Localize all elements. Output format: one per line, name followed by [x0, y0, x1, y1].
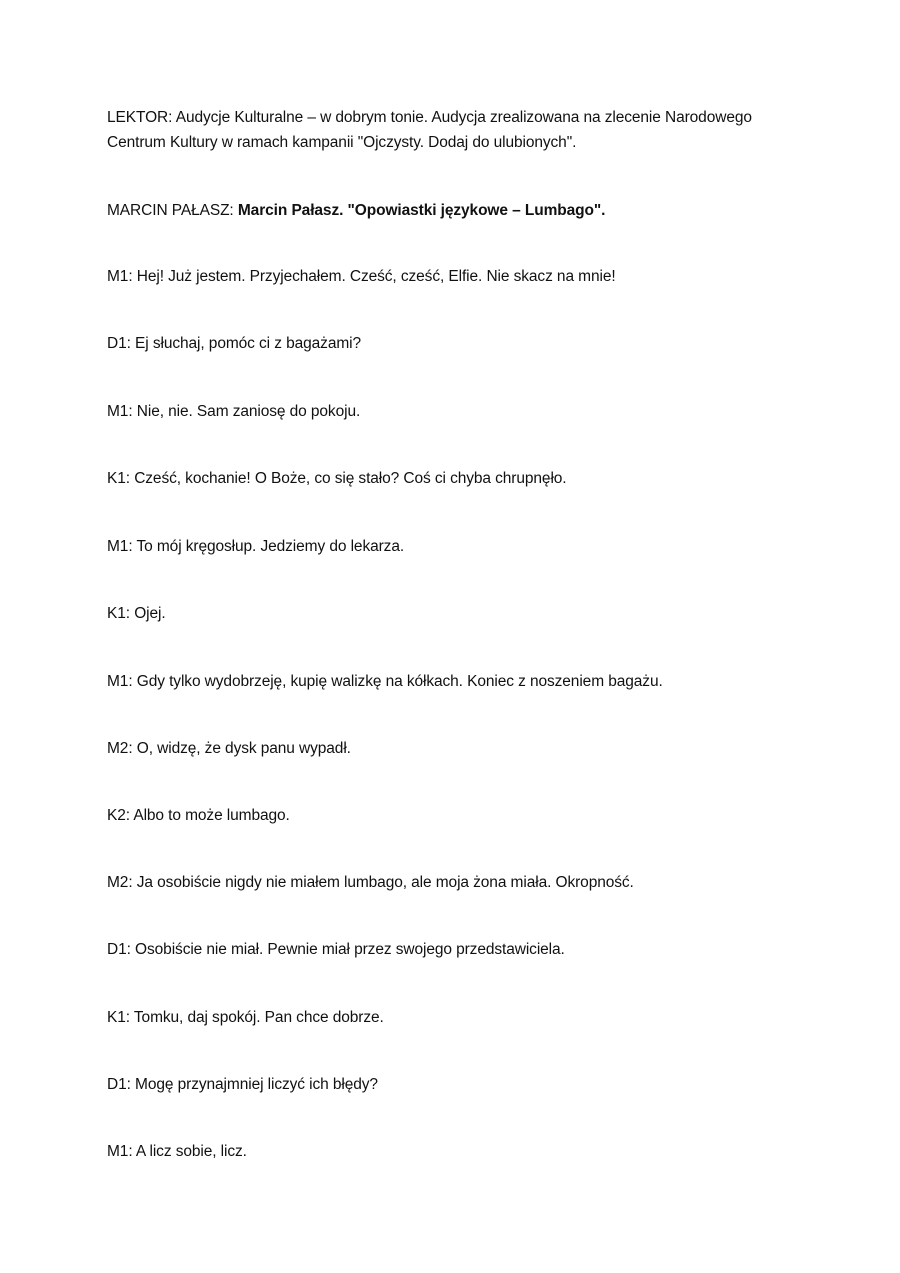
dialogue-text: Ja osobiście nigdy nie miałem lumbago, ale moja żona miała. Okropność. [136, 874, 634, 891]
speaker-label: M2: [107, 874, 133, 891]
dialogue-text: A licz sobie, licz. [135, 1143, 247, 1160]
dialogue-text: Nie, nie. Sam zaniosę do pokoju. [136, 403, 361, 420]
dialogue-line [107, 399, 807, 424]
speaker-label: M1: [107, 403, 133, 420]
dialogue-text: Hej! Już jestem. Przyjechałem. Cześć, cześć, Elfie. Nie skacz na mnie! [136, 268, 616, 285]
dialogue-line [107, 1072, 807, 1097]
title-paragraph [107, 198, 807, 223]
dialogue-line [107, 870, 807, 895]
dialogue-text: Ej słuchaj, pomóc ci z bagażami? [135, 335, 362, 352]
dialogue-line [107, 669, 807, 694]
dialogue-text: Audycje Kulturalne – w dobrym tonie. Audycja zrealizowana na zlecenie Narodowego Centrum Kultury w ramach kampanii "Ojczysty. Dodaj do ulubionych". [107, 109, 752, 151]
dialogue-line [107, 1005, 807, 1030]
speaker-label: K1: [107, 605, 130, 622]
dialogue-line [107, 331, 807, 356]
dialogue-text: Cześć, kochanie! O Boże, co się stało? Coś ci chyba chrupnęło. [134, 470, 567, 487]
speaker-label: D1: [107, 1076, 131, 1093]
dialogue-line [107, 534, 807, 559]
dialogue-line [107, 937, 807, 962]
broadcast-title: Marcin Pałasz. "Opowiastki językowe – Lumbago". [237, 202, 606, 219]
dialogue-line [107, 601, 807, 626]
speaker-label: K1: [107, 470, 130, 487]
dialogue-text: Tomku, daj spokój. Pan chce dobrze. [133, 1009, 384, 1026]
dialogue-text: O, widzę, że dysk panu wypadł. [136, 740, 351, 757]
dialogue-text: Mogę przynajmniej liczyć ich błędy? [135, 1076, 378, 1093]
dialogue-text: Gdy tylko wydobrzeję, kupię walizkę na kółkach. Koniec z noszeniem bagażu. [136, 673, 663, 690]
speaker-label: M1: [107, 673, 133, 690]
dialogue-text: To mój kręgosłup. Jedziemy do lekarza. [136, 538, 405, 555]
dialogue-text: Albo to może lumbago. [133, 807, 290, 824]
speaker-label: M2: [107, 740, 133, 757]
speaker-label: M1: [107, 268, 133, 285]
speaker-label: MARCIN PAŁASZ: [107, 202, 234, 219]
dialogue-text: Ojej. [134, 605, 166, 622]
speaker-label: LEKTOR: [107, 109, 173, 126]
speaker-label: D1: [107, 941, 131, 958]
speaker-label: M1: [107, 538, 133, 555]
dialogue-line [107, 1139, 807, 1164]
speaker-label: K1: [107, 1009, 130, 1026]
speaker-label: M1: [107, 1143, 133, 1160]
dialogue-text: Osobiście nie miał. Pewnie miał przez swojego przedstawiciela. [135, 941, 565, 958]
dialogue-line [107, 466, 807, 491]
speaker-label: K2: [107, 807, 130, 824]
speaker-label: D1: [107, 335, 131, 352]
dialogue-line [107, 736, 807, 761]
dialogue-line [107, 803, 807, 828]
intro-paragraph [107, 105, 807, 155]
dialogue-line [107, 264, 807, 289]
